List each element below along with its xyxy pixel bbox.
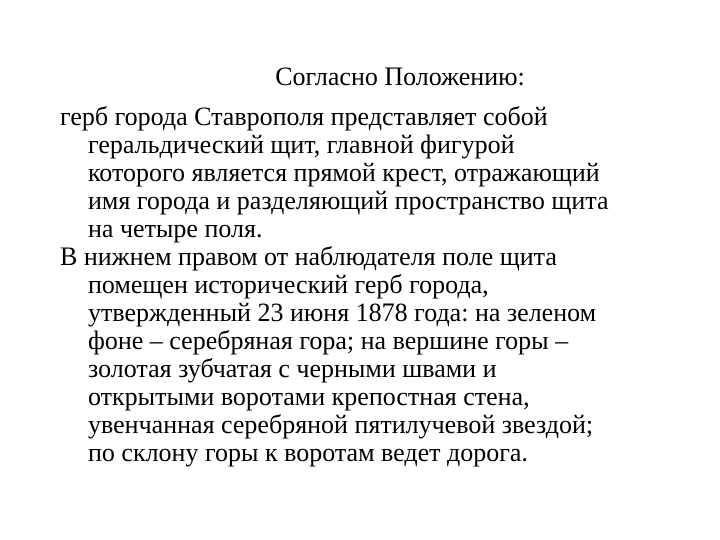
slide-body bbox=[60, 103, 680, 467]
slide-heading: Согласно Положению: bbox=[275, 62, 525, 91]
paragraph-coat-of-arms-description: герб города Ставрополя представляет собой геральдический щит, главной фигурой которого является прямой крест, отражающий имя города и разделяющий пространство щита на четыре поля. bbox=[60, 102, 609, 243]
paragraph-historical-arms: В нижнем правом от наблюдателя поле щита помещен исторический герб города, утвержденный 23 июня 1878 года: на зеленом фоне – серебряная гора; на вершине горы – золотая зубчатая с черными швами и открытыми воротами крепостная стена, увенчанная серебряной пятилучевой звездой; по склону горы к воротам ведет дорога. bbox=[60, 242, 597, 467]
